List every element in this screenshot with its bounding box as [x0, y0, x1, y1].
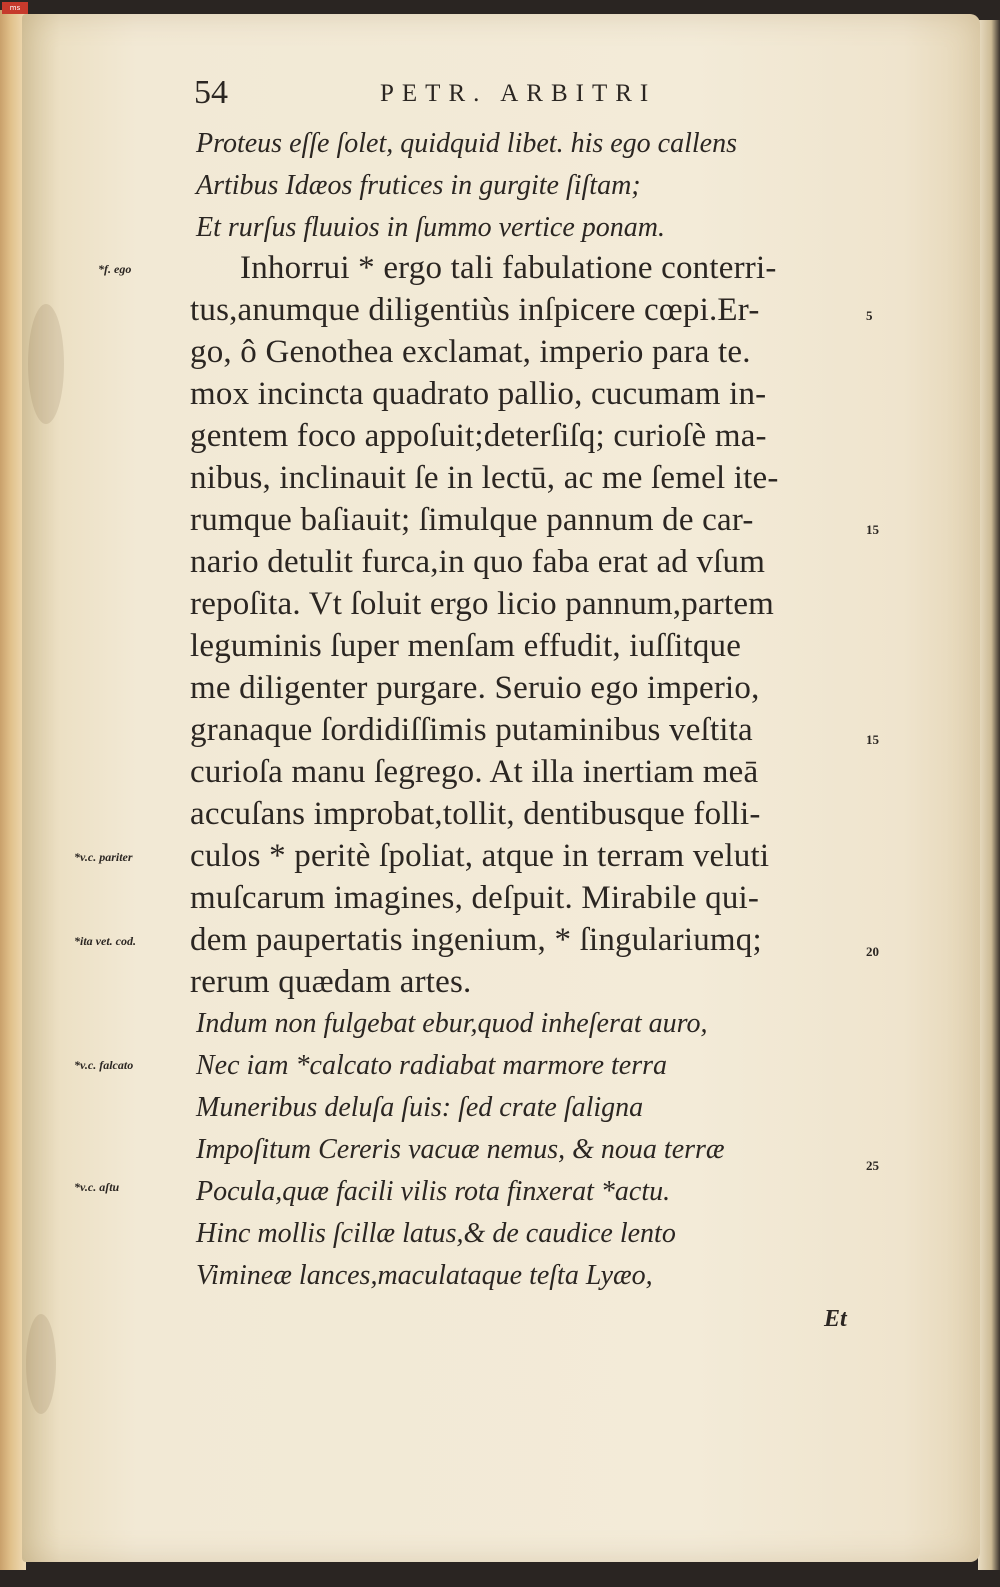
text-line: me diligenter purgare. Seruio ego imperio, [190, 670, 760, 706]
text-line: mox incincta quadrato pallio, cucumam in- [190, 376, 767, 412]
text-line: rumque baſiauit; ſimulque pannum de car- [190, 502, 754, 538]
text-line: leguminis ſuper menſam effudit, iuſſitque [190, 628, 742, 664]
text-line: culos * peritè ſpoliat, atque in terram veluti [190, 838, 770, 874]
text-line: dem paupertatis ingenium, * ſingulariumq; [190, 922, 762, 958]
text-line: Et rurſus fluuios in ſummo vertice ponam. [196, 212, 665, 243]
text-line: Nec iam *calcato radiabat marmore terra [196, 1050, 668, 1081]
text-line: Artibus Idæos frutices in gurgite ſiſtam; [196, 170, 641, 201]
text-line: Muneribus deluſa ſuis: ſed crate ſaligna [196, 1092, 644, 1123]
margin-note: *ita vet. cod. [74, 934, 136, 948]
line-number: 25 [866, 1158, 879, 1173]
catchword: Et [824, 1306, 847, 1332]
line-number: 15 [866, 522, 879, 537]
text-line: nibus, inclinauit ſe in lectū, ac me ſemel ite- [190, 460, 779, 496]
text-line: curioſa manu ſegrego. At illa inertiam meā [190, 754, 759, 790]
line-number: 15 [866, 732, 879, 747]
text-line: Hinc mollis ſcillæ latus,& de caudice lento [196, 1218, 676, 1249]
text-line: accuſans improbat,tollit, dentibusque folli- [190, 796, 761, 832]
margin-note: *v.c. pariter [74, 850, 133, 864]
running-title: PETR. ARBITRI [380, 80, 657, 107]
margin-note: *f. ego [98, 262, 132, 276]
text-line: Pocula,quæ facili vilis rota finxerat *actu. [196, 1176, 671, 1207]
text-line: go, ô Genothea exclamat, imperio para te. [190, 334, 751, 370]
text-line: Indum non fulgebat ebur,quod inheſerat auro, [196, 1008, 708, 1039]
text-line: Inhorrui * ergo tali fabulatione conterri- [240, 250, 777, 286]
text-line: gentem foco appoſuit;deterſiſq; curioſè ma- [190, 418, 767, 454]
text-line: granaque ſordidiſſimis putaminibus veſtita [190, 712, 753, 748]
text-line: nario detulit furca,in quo faba erat ad vſum [190, 544, 766, 580]
library-stamp: ms [2, 2, 28, 14]
margin-note: *v.c. falcato [74, 1058, 134, 1072]
margin-note: *v.c. aſtu [74, 1180, 120, 1194]
text-line: muſcarum imagines, deſpuit. Mirabile qui- [190, 880, 760, 916]
text-line: Impoſitum Cereris vacuæ nemus, & noua terræ [196, 1134, 725, 1165]
text-line: rerum quædam artes. [190, 964, 472, 1000]
text-line: tus,anumque diligentiùs inſpicere cœpi.Er- [190, 292, 760, 328]
line-number: 20 [866, 944, 879, 959]
page-number: 54 [194, 74, 228, 111]
line-number: 5 [866, 308, 873, 323]
text-line: Proteus eſſe ſolet, quidquid libet. his ego callens [196, 128, 737, 159]
text-line: Vimineæ lances,maculataque teſta Lyæo, [196, 1260, 653, 1291]
text-line: repoſita. Vt ſoluit ergo licio pannum,partem [190, 586, 775, 622]
